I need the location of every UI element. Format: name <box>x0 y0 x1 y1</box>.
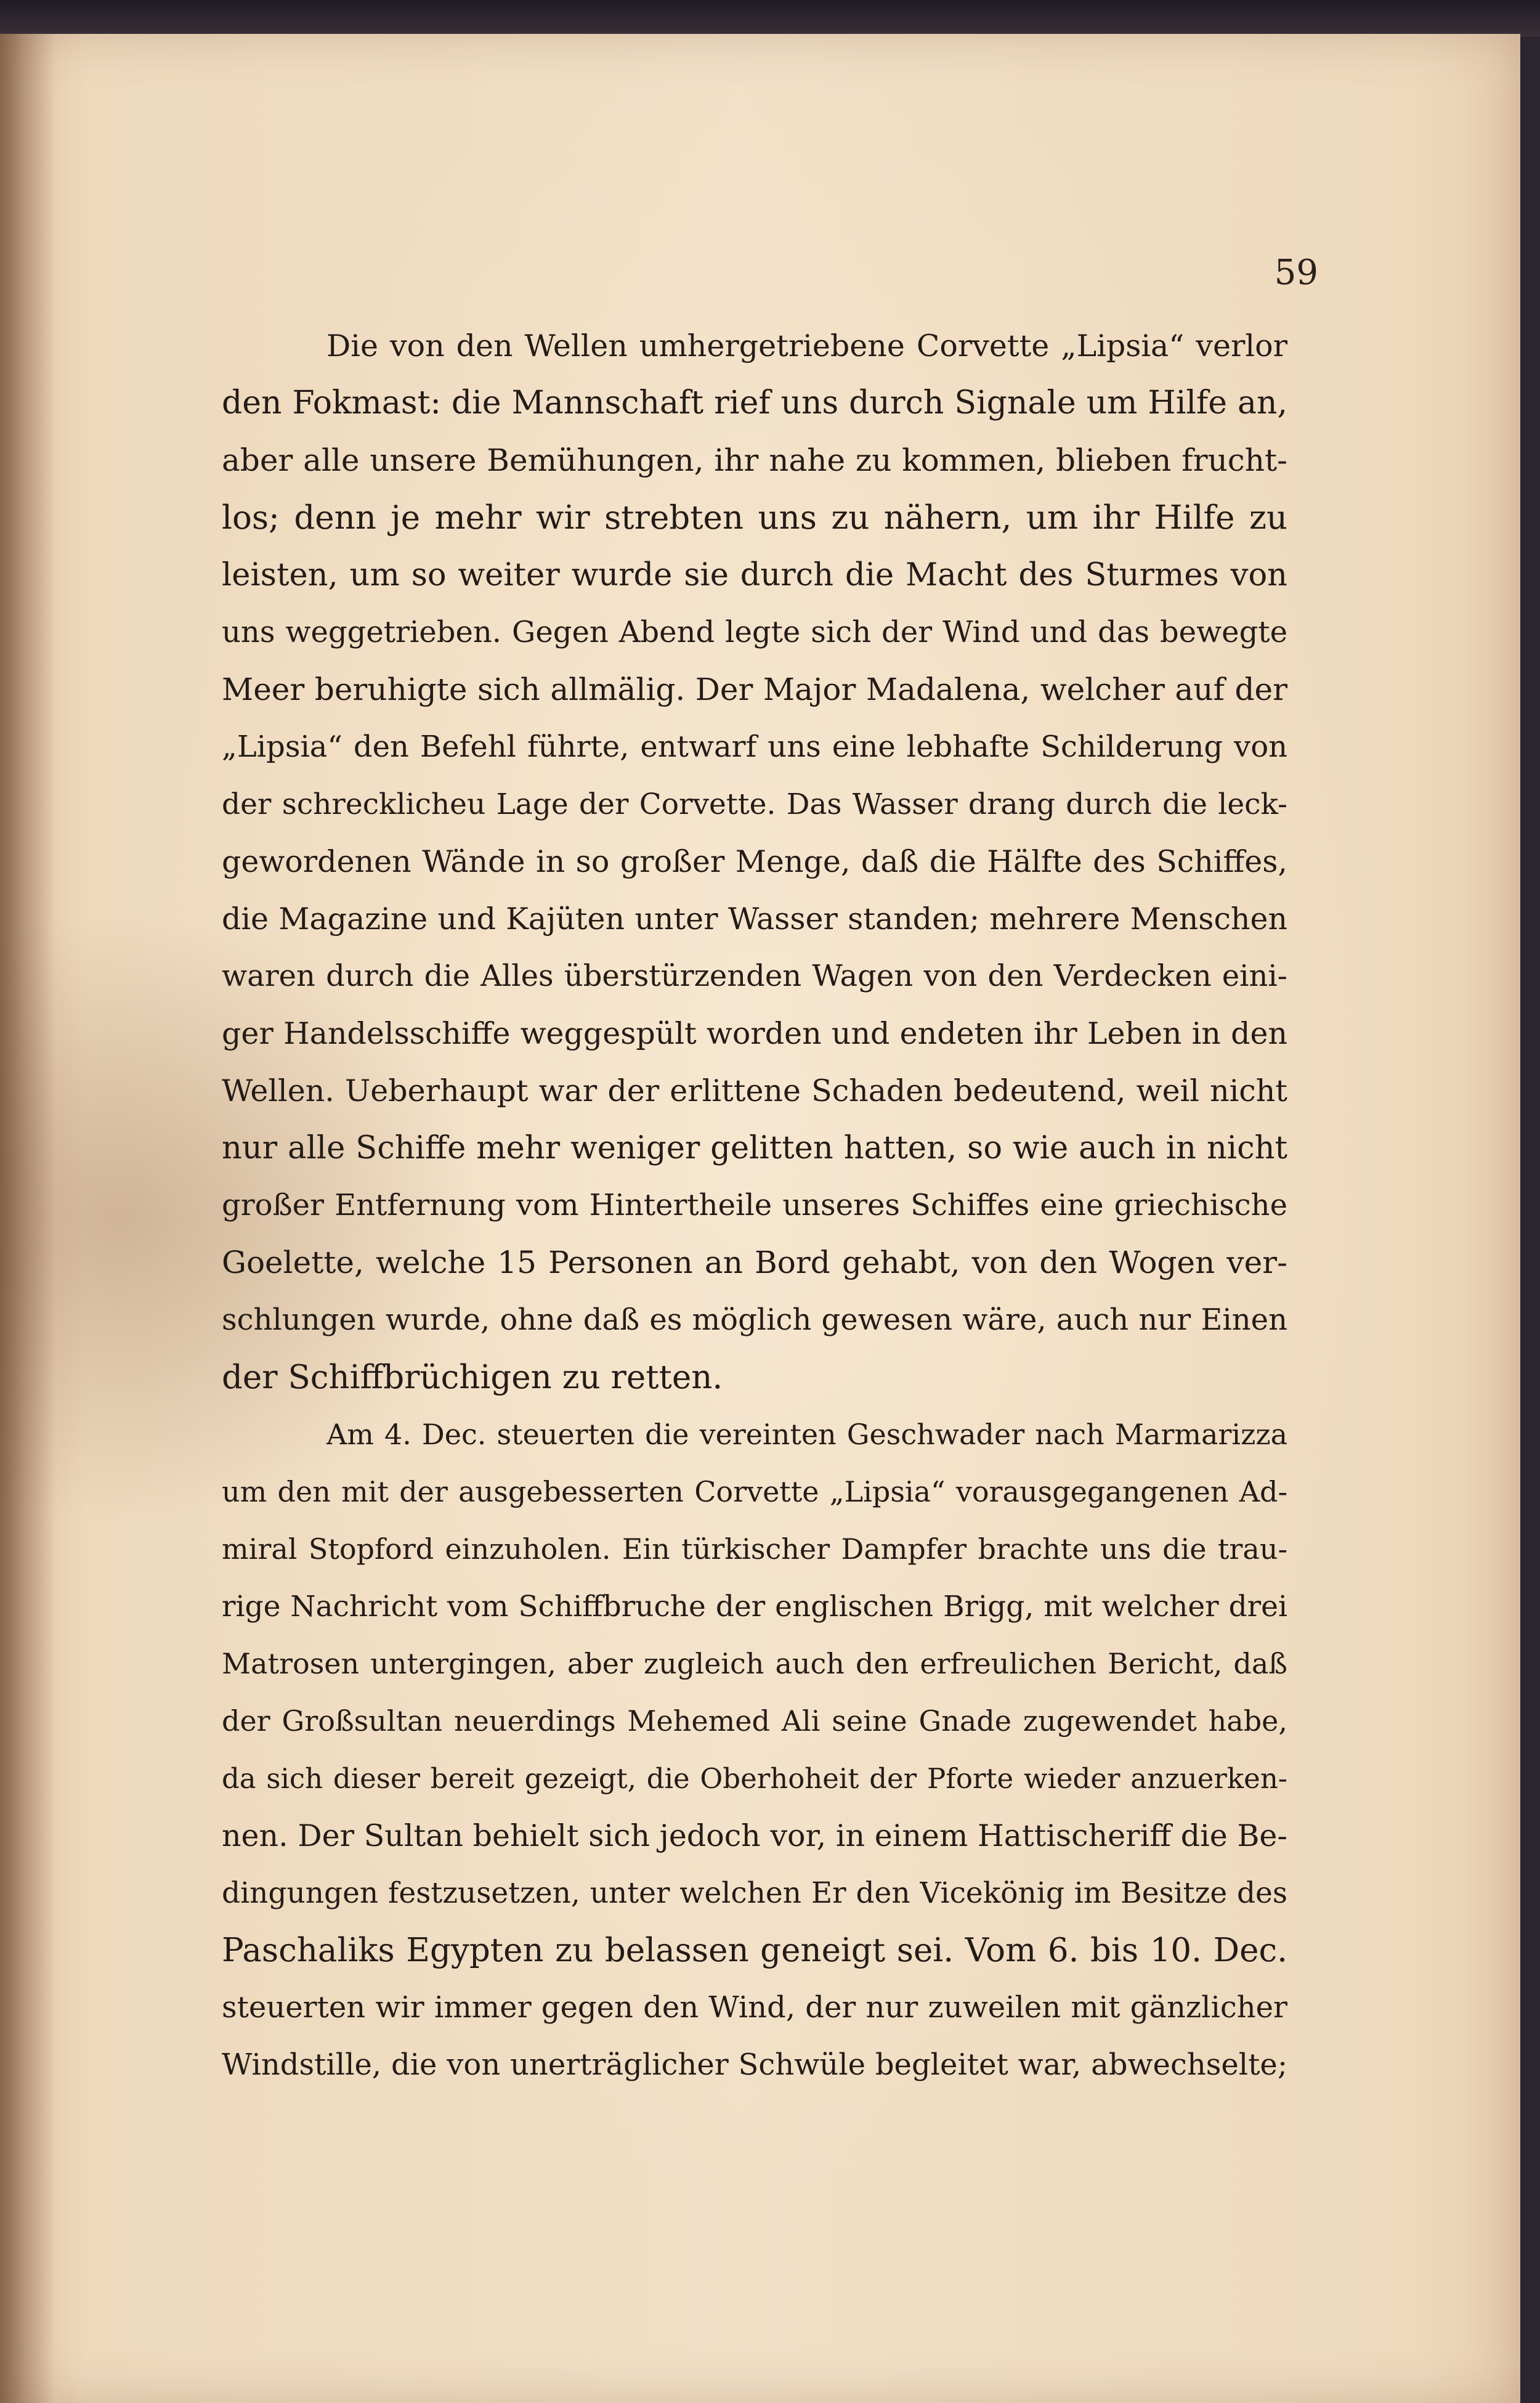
text-line: uns weggetrieben. Gegen Abend legte sich der Wind und das bewegte <box>222 615 1287 649</box>
scan-border <box>0 0 1540 37</box>
spine-shadow <box>0 34 55 2403</box>
text-line: Am 4. Dec. steuerten die vereinten Geschwader nach Marmarizza <box>326 1418 1287 1451</box>
text-line: Paschaliks Egypten zu belassen geneigt sei. Vom 6. bis 10. Dec. <box>222 1932 1287 1969</box>
text-line: dingungen festzusetzen, unter welchen Er den Vicekönig im Besitze des <box>222 1876 1287 1910</box>
text-line: steuerten wir immer gegen den Wind, der nur zuweilen mit gänzlicher <box>222 1990 1287 2025</box>
text-line: der Großsultan neuerdings Mehemed Ali seine Gnade zugewendet habe, <box>222 1704 1287 1738</box>
text-line: den Fokmast: die Mannschaft rief uns durch Signale um Hilfe an, <box>222 384 1287 421</box>
text-line: schlungen wurde, ohne daß es möglich gewesen wäre, auch nur Einen <box>222 1303 1287 1337</box>
text-line: leisten, um so weiter wurde sie durch die Macht des Sturmes von <box>222 557 1287 593</box>
body-text <box>222 317 1287 2094</box>
text-line: „Lipsia“ den Befehl führte, entwarf uns eine lebhafte Schilderung von <box>222 730 1287 764</box>
text-line: nen. Der Sultan behielt sich jedoch vor, in einem Hattischeriff die Be- <box>222 1818 1287 1853</box>
text-line: der schrecklicheu Lage der Corvette. Das Wasser drang durch die leck- <box>222 787 1287 821</box>
text-line: großer Entfernung vom Hintertheile unseres Schiffes eine griechische <box>222 1188 1287 1222</box>
text-line: waren durch die Alles überstürzenden Wagen von den Verdecken eini- <box>222 959 1287 993</box>
text-line: Die von den Wellen umhergetriebene Corvette „Lipsia“ verlor <box>326 328 1287 364</box>
text-line: der Schiffbrüchigen zu retten. <box>222 1359 723 1396</box>
page-number: 59 <box>1274 253 1318 293</box>
text-line: nur alle Schiffe mehr weniger gelitten hatten, so wie auch in nicht <box>222 1130 1287 1166</box>
text-line: los; denn je mehr wir strebten uns zu nähern, um ihr Hilfe zu <box>222 499 1287 537</box>
text-line: Meer beruhigte sich allmälig. Der Major Madalena, welcher auf der <box>222 672 1287 707</box>
text-line: miral Stopford einzuholen. Ein türkischer Dampfer brachte uns die trau- <box>222 1532 1287 1566</box>
text-line: um den mit der ausgebesserten Corvette „Lipsia“ vorausgegangenen Ad- <box>222 1475 1287 1508</box>
text-line: Wellen. Ueberhaupt war der erlittene Schaden bedeutend, weil nicht <box>222 1073 1287 1108</box>
text-line: Windstille, die von unerträglicher Schwüle begleitet war, abwechselte; <box>222 2047 1287 2082</box>
text-line: Goelette, welche 15 Personen an Bord gehabt, von den Wogen ver- <box>222 1245 1287 1280</box>
text-line: ger Handelsschiffe weggespült worden und endeten ihr Leben in den <box>222 1016 1287 1051</box>
text-line: gewordenen Wände in so großer Menge, daß die Hälfte des Schiffes, <box>222 844 1287 879</box>
text-line: Matrosen untergingen, aber zugleich auch den erfreulichen Bericht, daß <box>222 1647 1287 1680</box>
text-line: die Magazine und Kajüten unter Wasser standen; mehrere Menschen <box>222 901 1287 937</box>
text-line: da sich dieser bereit gezeigt, die Oberhoheit der Pforte wieder anzuerken- <box>222 1762 1287 1795</box>
text-line: rige Nachricht vom Schiffbruche der englischen Brigg, mit welcher drei <box>222 1590 1287 1624</box>
text-line: aber alle unsere Bemühungen, ihr nahe zu kommen, blieben frucht- <box>222 442 1287 478</box>
